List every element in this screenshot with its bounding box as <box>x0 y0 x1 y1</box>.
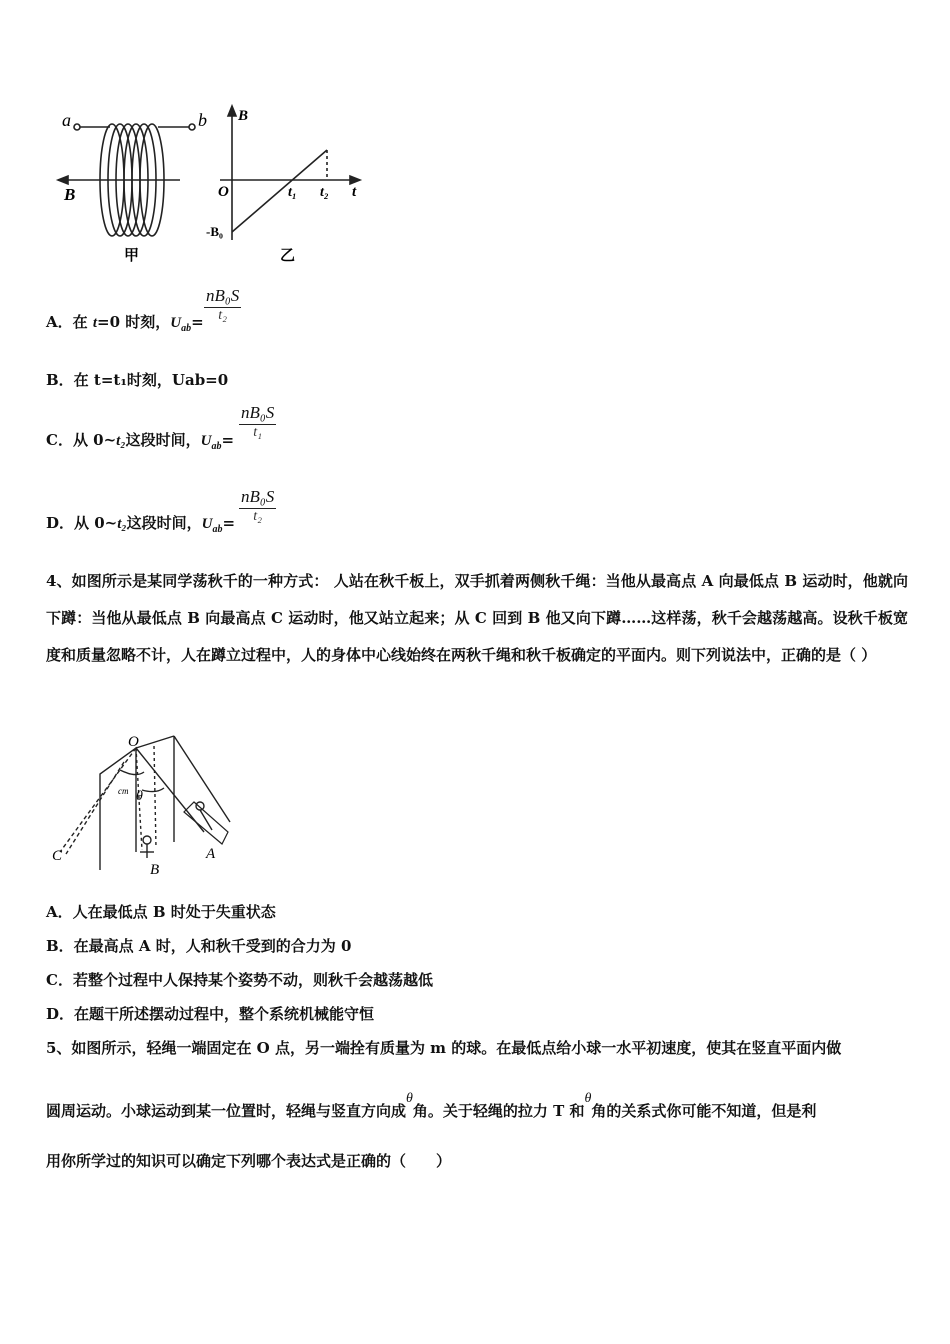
coil-diagram <box>58 124 195 236</box>
q3-a-denominator: t₂ <box>218 308 228 323</box>
q3-a-prefix: A．在 <box>46 313 93 331</box>
q3-d-fraction <box>239 487 276 525</box>
swing-label-o: O <box>128 734 139 750</box>
q3-option-b <box>46 370 228 390</box>
q3-d-mid: 这段时间， <box>126 514 202 532</box>
q3-a-eq: = <box>191 313 204 331</box>
q5-line-1: 5、如图所示，轻绳一端固定在 O 点，另一端拴有质量为 m 的球。在最低点给小球一水平初速度，使其在竖直平面内做 <box>46 1039 842 1057</box>
swing-label-b: B <box>150 862 160 878</box>
swing-label-a: A <box>206 846 216 862</box>
graph-axis-y: B <box>238 108 249 124</box>
q3-c-var: t₂ <box>116 433 126 449</box>
q5-line-2-c: 角的关系式你可能不知道，但是利 <box>591 1102 817 1120</box>
q3-a-u: U <box>170 315 182 331</box>
graph-origin: O <box>218 184 229 200</box>
q4-stem: 4、如图所示是某同学荡秋千的一种方式： 人站在秋千板上，双手抓着两侧秋千绳：当他从最高点 A 向最低点 B 运动时，他就向下蹲：当他从最低点 B 向最高点 C 运动时，他又站立起来；从 C 回到 B 他又向下蹲……这样荡，秋千会越荡越高。设秋千板宽度和质量忽略不计，人在蹲立过程中，人的身体中心线始终在两秋千绳和秋千板确定的平面内。则下列说法中，正确的是（ ） <box>46 572 908 664</box>
q5-theta-2: θ <box>584 1091 592 1106</box>
q3-d-denominator: t₂ <box>253 509 263 524</box>
coil-caption: 甲 <box>124 248 140 264</box>
swing-figure <box>44 732 244 880</box>
q3-c-mid: 这段时间， <box>125 431 201 449</box>
q3-d-u-sub: ab <box>212 524 223 535</box>
q3-c-eq: = <box>221 431 235 449</box>
graph-caption: 乙 <box>280 248 296 264</box>
q4-option-d: D．在题干所述摆动过程中，整个系统机械能守恒 <box>46 1005 375 1023</box>
coil-label-a: a <box>62 110 71 130</box>
q3-d-var: t₂ <box>117 516 127 532</box>
coil-label-b: b <box>198 110 207 130</box>
q3-d-prefix: D．从 0~ <box>46 514 118 532</box>
q3-c-fraction <box>239 403 276 441</box>
coil-label-B: B <box>64 185 76 204</box>
q4-option-c: C．若整个过程中人保持某个姿势不动，则秋千会越荡越低 <box>46 971 433 989</box>
q5-line-3: 用你所学过的知识可以确定下列哪个表达式是正确的（ ） <box>46 1152 452 1170</box>
q4-option-a: A．人在最低点 B 时处于失重状态 <box>46 903 276 921</box>
q3-a-u-sub: ab <box>181 323 192 334</box>
q3-d-u: U <box>201 516 213 532</box>
q3-a-numerator: nB₀S <box>206 286 240 305</box>
bt-graph <box>220 106 360 240</box>
q3-option-a <box>46 312 204 339</box>
q3-c-prefix: C．从 0~ <box>46 431 117 449</box>
graph-t1: t₁ <box>288 185 297 200</box>
q3-a-var: t <box>92 315 98 331</box>
q3-option-d <box>46 513 235 540</box>
swing-label-cm: cm <box>118 786 129 796</box>
q3-a-fraction <box>204 286 241 324</box>
graph-neg-b0: -B₀ <box>206 224 223 239</box>
q5-line-2-b: 角。关于轻绳的拉力 T 和 <box>412 1102 585 1120</box>
q3-c-u: U <box>200 433 212 449</box>
q3-d-eq: = <box>222 514 236 532</box>
q3-c-denominator: t₁ <box>253 425 263 440</box>
graph-t2: t₂ <box>320 185 329 200</box>
swing-label-c: C <box>52 848 63 864</box>
q4-option-b: B．在最高点 A 时，人和秋千受到的合力为 0 <box>46 937 352 955</box>
q5-line-2 <box>46 1091 817 1123</box>
q3-a-mid: =0 时刻， <box>97 313 171 331</box>
q3-d-numerator: nB₀S <box>241 487 275 506</box>
q3-c-numerator: nB₀S <box>241 403 275 422</box>
q3-c-u-sub: ab <box>211 441 222 452</box>
q5-theta-1: θ <box>406 1091 413 1106</box>
q5-line-2-a: 圆周运动。小球运动到某一位置时，轻绳与竖直方向成 <box>46 1102 407 1120</box>
q3-b-text: B．在 t=t₁时刻，Uab=0 <box>46 371 229 389</box>
graph-axis-x: t <box>352 184 357 200</box>
figure-coil-and-graph <box>40 100 380 270</box>
swing-label-theta: θ <box>136 789 143 804</box>
q3-option-c <box>46 430 234 457</box>
